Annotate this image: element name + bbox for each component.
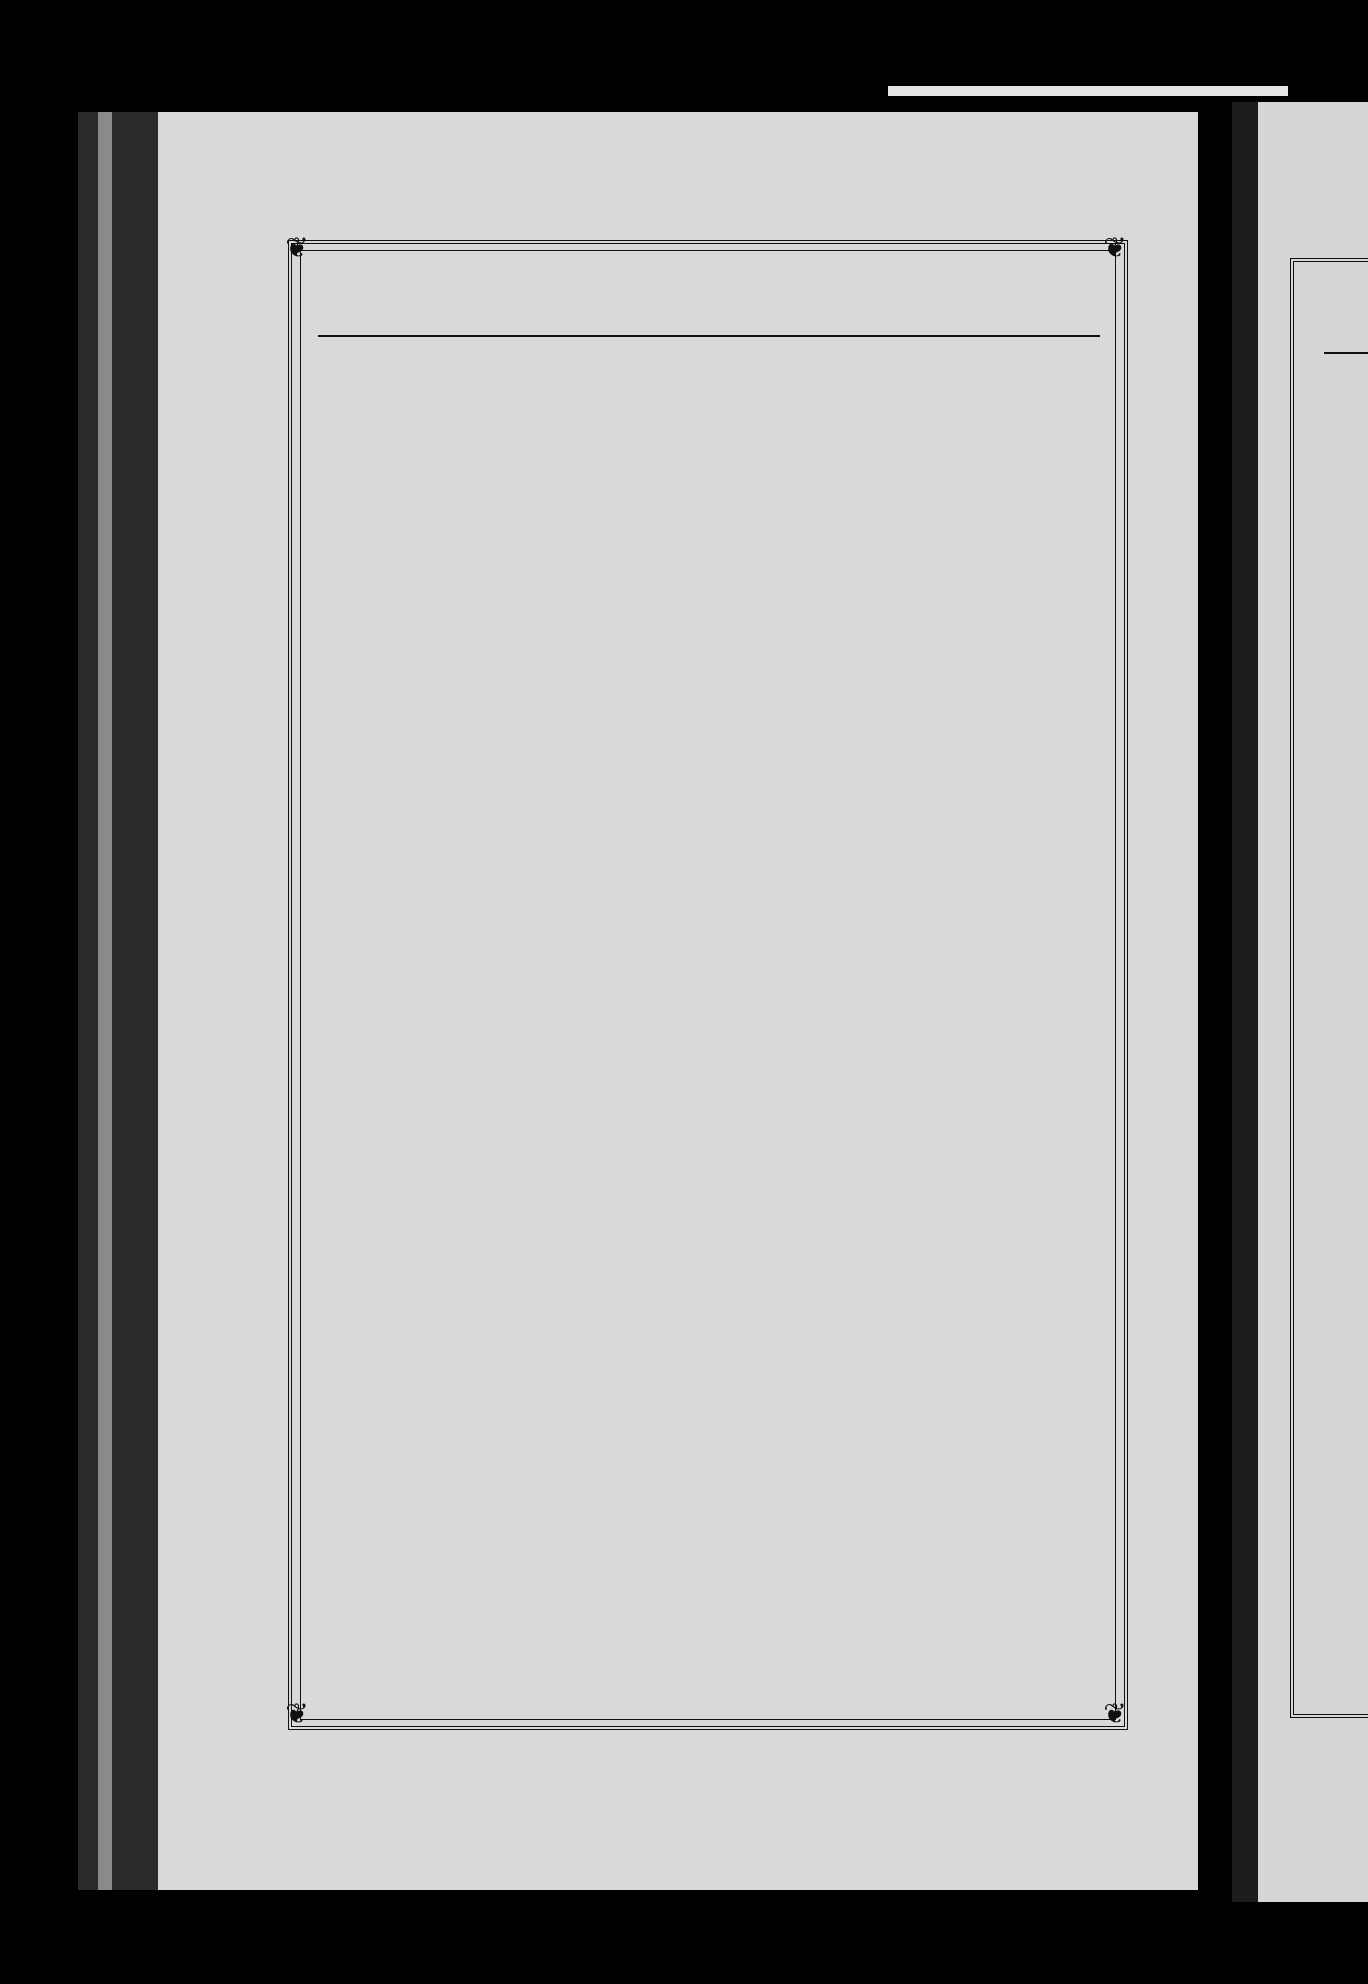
right-page-border-frame [1290, 258, 1368, 1718]
corner-ornament-icon: ❦ [1103, 233, 1127, 264]
corner-ornament-icon: ❦ [1103, 1699, 1127, 1730]
right-header-rule [1324, 352, 1368, 354]
corner-ornament-icon: ❦ [285, 1699, 309, 1730]
adjacent-page-edge [888, 86, 1288, 96]
page-border-inner [300, 250, 1116, 1720]
header-rule [318, 335, 1100, 337]
corner-ornament-icon: ❦ [285, 233, 309, 264]
